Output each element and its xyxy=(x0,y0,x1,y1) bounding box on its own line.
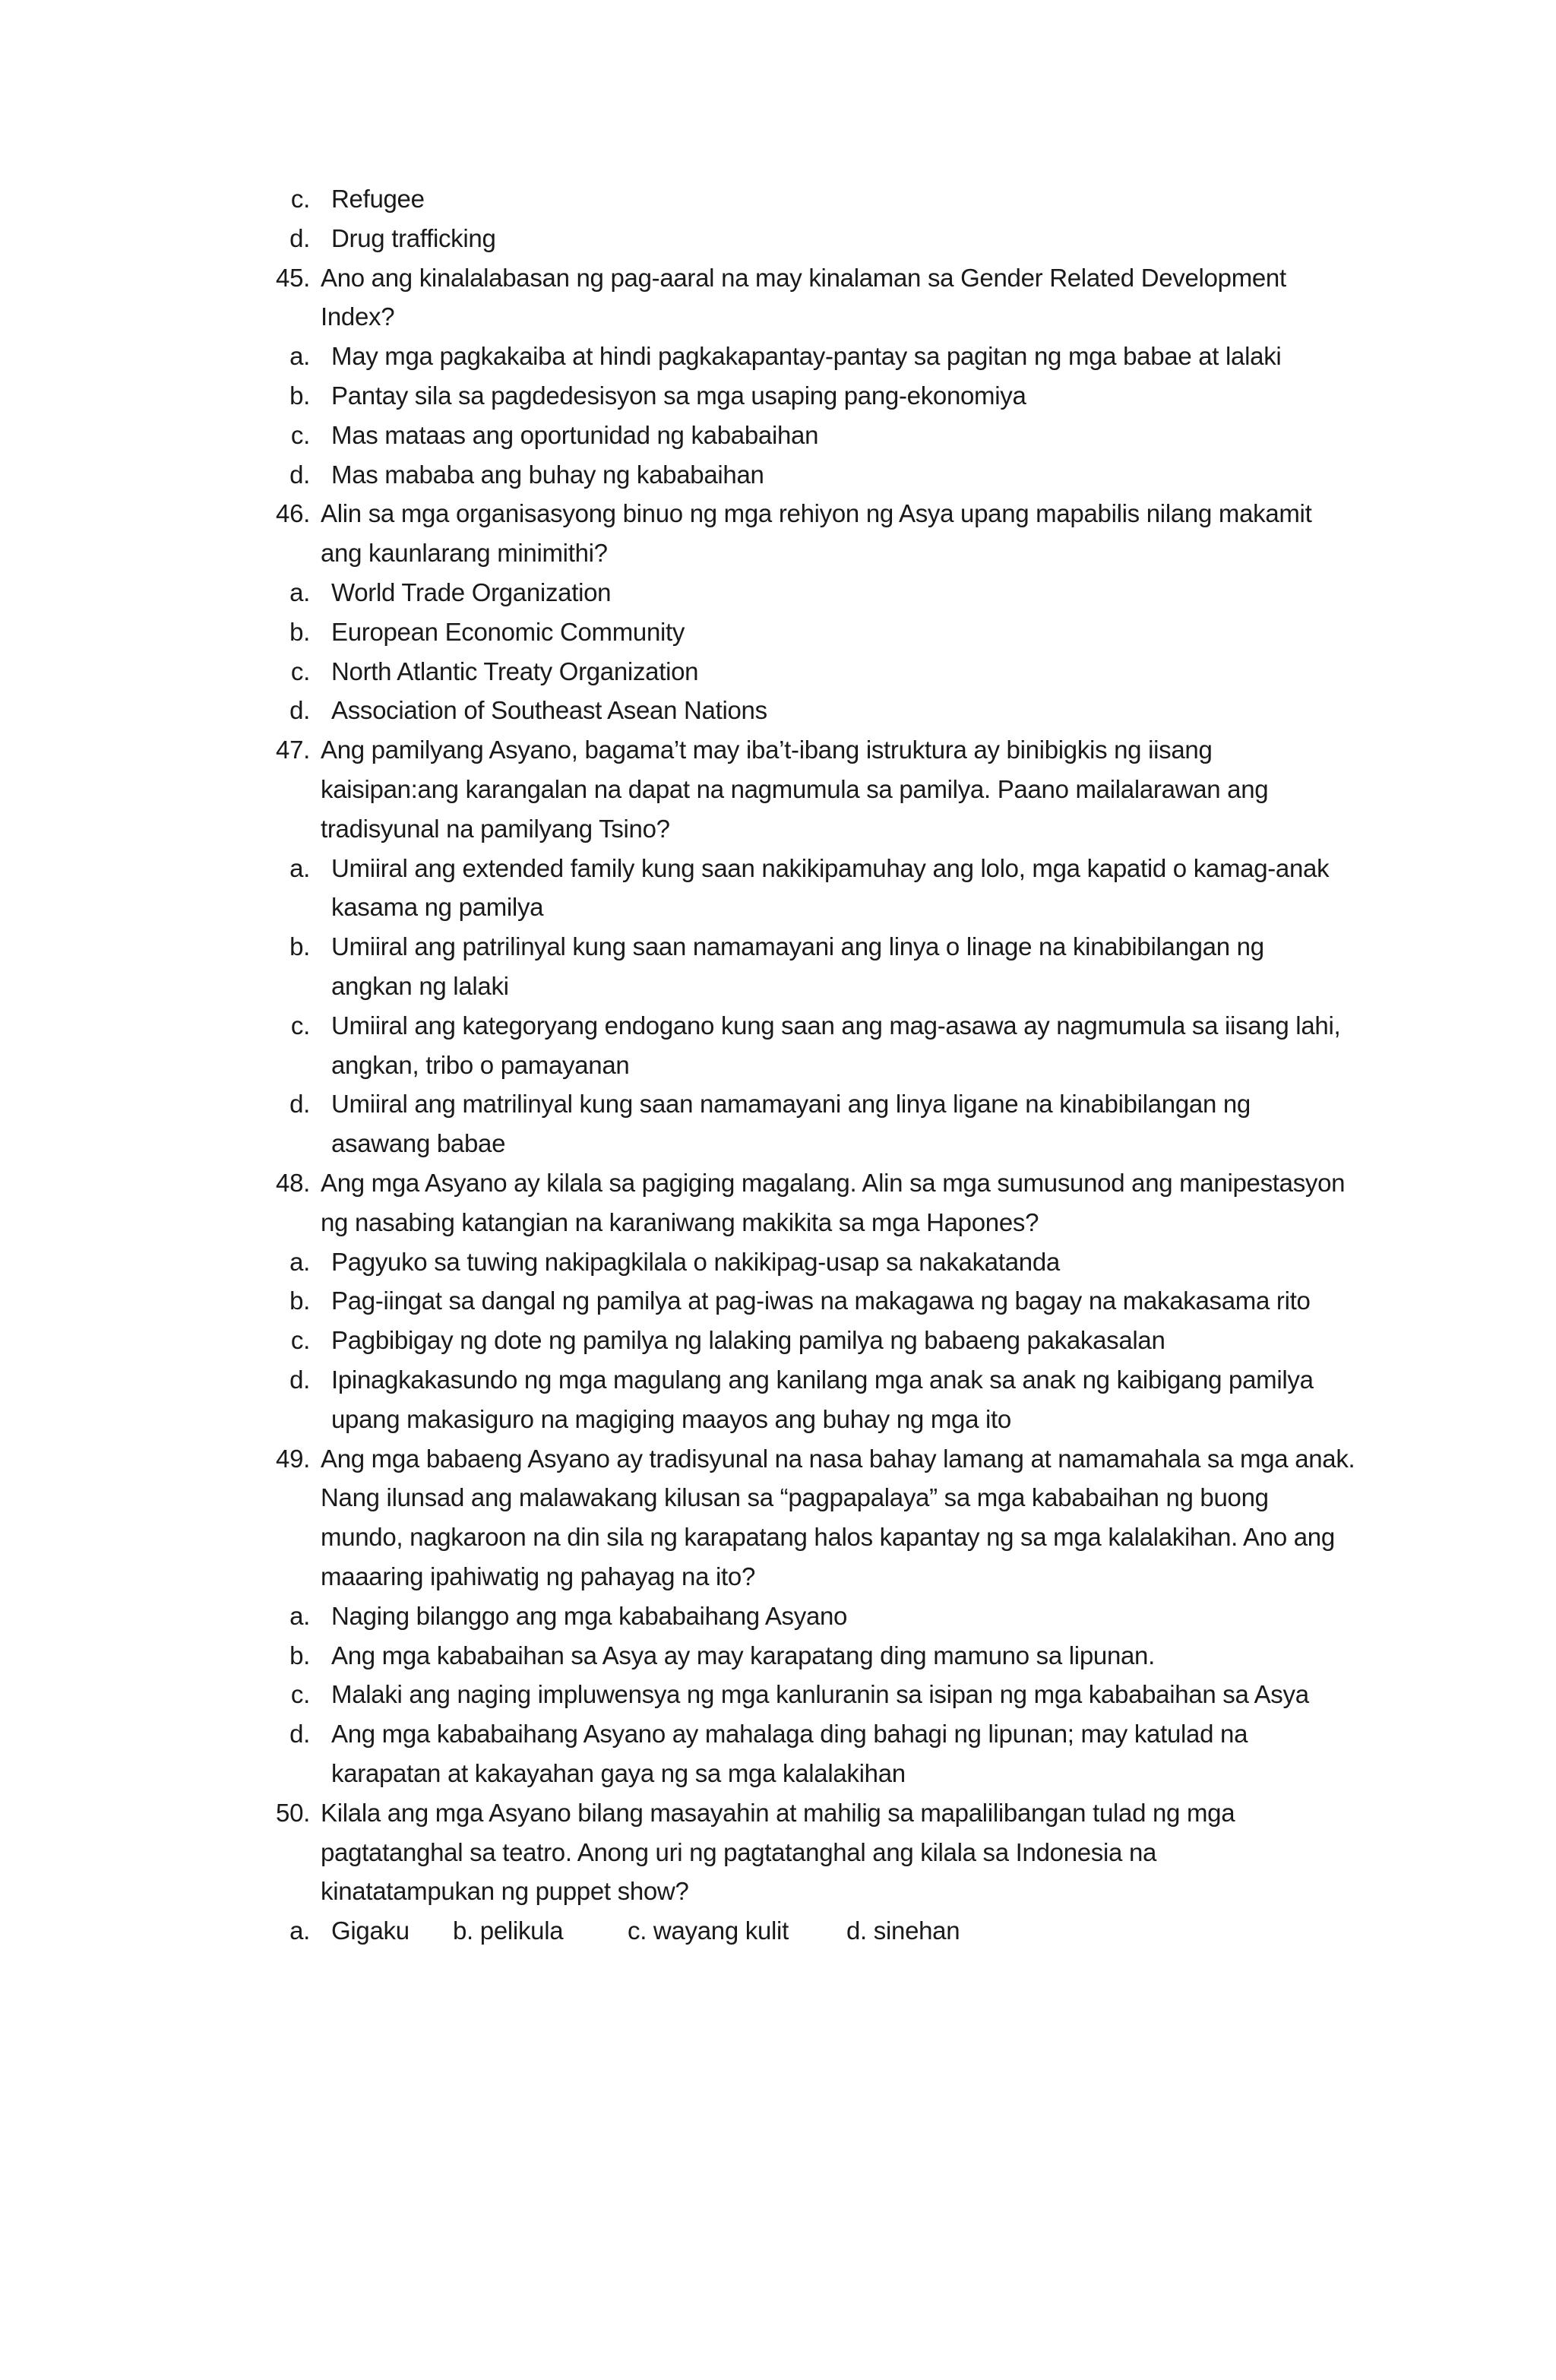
continuation-line xyxy=(0,297,1556,337)
continuation-line xyxy=(0,1478,1556,1518)
option-line xyxy=(0,652,1556,692)
continuation-line xyxy=(0,1400,1556,1439)
option-line xyxy=(0,1675,1556,1714)
option-line xyxy=(0,1242,1556,1282)
option-text: Malaki ang naging impluwensya ng mga kanluranin sa isipan ng mga kababaihan sa Asya xyxy=(331,1680,1309,1709)
continuation-line xyxy=(0,1833,1556,1872)
option-letter: c. xyxy=(290,185,310,213)
option-text: Drug trafficking xyxy=(331,223,496,252)
option-text: Mas mababa ang buhay ng kababaihan xyxy=(331,460,764,489)
question-line xyxy=(0,730,1556,770)
option-letter: c. xyxy=(290,1326,310,1355)
option-letter: a. xyxy=(289,1247,310,1276)
option-text: karapatan at kakayahan gaya ng sa mga kalalakihan xyxy=(331,1759,906,1787)
question-line xyxy=(0,494,1556,533)
option-line xyxy=(0,219,1556,258)
option-line xyxy=(0,416,1556,455)
option-letter: d. xyxy=(289,1366,310,1394)
option-letter: a. xyxy=(289,578,310,606)
question-text: Index? xyxy=(321,302,395,331)
option-line xyxy=(0,612,1556,652)
continuation-line xyxy=(0,1518,1556,1557)
option-letter: a. xyxy=(289,1916,310,1945)
option-text: Umiiral ang extended family kung saan nakikipamuhay ang lolo, mga kapatid o kamag-anak xyxy=(331,853,1330,882)
option-text: World Trade Organization xyxy=(331,578,612,606)
option-text: Refugee xyxy=(331,185,425,213)
option-text: angkan ng lalaki xyxy=(331,972,509,1000)
option-text: Naging bilanggo ang mga kababaihang Asyano xyxy=(331,1601,848,1630)
option-letter: a. xyxy=(289,342,310,371)
continuation-line xyxy=(0,1754,1556,1793)
option-line xyxy=(0,337,1556,376)
option-line xyxy=(0,849,1556,888)
option-line xyxy=(0,1281,1556,1321)
question-text: Kilala ang mga Asyano bilang masayahin at mahilig sa mapalilibangan tulad ng mga xyxy=(321,1798,1235,1827)
question-number: 48. xyxy=(276,1169,310,1197)
option-letter: d. xyxy=(289,223,310,252)
question-text: Alin sa mga organisasyong binuo ng mga rehiyon ng Asya upang mapabilis nilang makamit xyxy=(321,499,1312,528)
question-text: Nang ilunsad ang malawakang kilusan sa “pagpapalaya” sa mga kababaihan ng buong xyxy=(321,1483,1269,1512)
option-text: Ipinagkakasundo ng mga magulang ang kanilang mga anak sa anak ng kaibigang pamilya xyxy=(331,1366,1314,1394)
option-text: European Economic Community xyxy=(331,617,685,646)
continuation-line xyxy=(0,1872,1556,1911)
option-line xyxy=(0,1084,1556,1124)
option-text-a: Gigaku xyxy=(331,1916,410,1945)
question-text: Ang pamilyang Asyano, bagama’t may iba’t-ibang istruktura ay binibigkis ng iisang xyxy=(321,736,1213,764)
option-letter: c. xyxy=(290,657,310,685)
option-line xyxy=(0,1597,1556,1636)
question-text: ang kaunlarang minimithi? xyxy=(321,539,608,568)
question-text: tradisyunal na pamilyang Tsino? xyxy=(321,814,670,843)
option-letter: d. xyxy=(289,460,310,489)
option-text: Ang mga kababaihang Asyano ay mahalaga ding bahagi ng lipunan; may katulad na xyxy=(331,1720,1248,1749)
option-text-b: b. pelikula xyxy=(453,1916,564,1945)
option-letter: b. xyxy=(289,1287,310,1315)
option-text: Ang mga kababaihan sa Asya ay may karapatang ding mamuno sa lipunan. xyxy=(331,1641,1155,1669)
option-line xyxy=(0,1636,1556,1676)
question-text: mundo, nagkaroon na din sila ng karapatang halos kapantay ng sa mga kalalakihan. Ano ang xyxy=(321,1523,1335,1552)
question-line xyxy=(0,1439,1556,1479)
option-text: Umiiral ang kategoryang endogano kung saan ang mag-asawa ay nagmumula sa iisang lahi, xyxy=(331,1011,1341,1040)
question-number: 50. xyxy=(276,1798,310,1827)
option-text-c: c. wayang kulit xyxy=(628,1916,789,1945)
question-number: 45. xyxy=(276,263,310,292)
option-letter: a. xyxy=(289,1601,310,1630)
option-line xyxy=(0,1714,1556,1754)
option-text: Pantay sila sa pagdedesisyon sa mga usaping pang-ekonomiya xyxy=(331,381,1026,410)
option-line xyxy=(0,1360,1556,1400)
question-line xyxy=(0,1793,1556,1833)
option-text: Pagbibigay ng dote ng pamilya ng lalaking pamilya ng babaeng pakakasalan xyxy=(331,1326,1165,1355)
option-letter: b. xyxy=(289,381,310,410)
option-letter: a. xyxy=(289,853,310,882)
continuation-line xyxy=(0,967,1556,1006)
option-line xyxy=(0,1321,1556,1360)
question-text: kinatatampukan ng puppet show? xyxy=(321,1877,689,1906)
option-line xyxy=(0,691,1556,730)
option-line xyxy=(0,573,1556,612)
option-text: Umiiral ang matrilinyal kung saan namamayani ang linya ligane na kinabibilangan ng xyxy=(331,1090,1251,1119)
continuation-line xyxy=(0,809,1556,849)
option-line xyxy=(0,455,1556,495)
continuation-line xyxy=(0,1124,1556,1163)
question-text: maaaring ipahiwatig ng pahayag na ito? xyxy=(321,1562,756,1590)
option-text: asawang babae xyxy=(331,1129,506,1158)
question-text: Ano ang kinalalabasan ng pag-aaral na may kinalaman sa Gender Related Development xyxy=(321,263,1286,292)
option-text: Pagyuko sa tuwing nakipagkilala o nakikipag-usap sa nakakatanda xyxy=(331,1247,1060,1276)
option-line xyxy=(0,179,1556,219)
option-letter: c. xyxy=(290,1011,310,1040)
option-text: North Atlantic Treaty Organization xyxy=(331,657,699,685)
continuation-line xyxy=(0,1557,1556,1597)
question-text: Ang mga Asyano ay kilala sa pagiging magalang. Alin sa mga sumusunod ang manipestasyon xyxy=(321,1169,1346,1197)
question-number: 46. xyxy=(276,499,310,528)
option-text: May mga pagkakaiba at hindi pagkakapantay-pantay sa pagitan ng mga babae at lalaki xyxy=(331,342,1282,371)
question-number: 49. xyxy=(276,1444,310,1473)
continuation-line xyxy=(0,533,1556,573)
option-line xyxy=(0,927,1556,967)
option-text: Umiiral ang patrilinyal kung saan namamayani ang linya o linage na kinabibilangan ng xyxy=(331,932,1264,961)
question-text: Ang mga babaeng Asyano ay tradisyunal na nasa bahay lamang at namamahala sa mga anak. xyxy=(321,1444,1355,1473)
option-text-d: d. sinehan xyxy=(846,1916,960,1945)
option-letter: d. xyxy=(289,1090,310,1119)
option-text: Association of Southeast Asean Nations xyxy=(331,696,767,725)
option-letter: b. xyxy=(289,1641,310,1669)
question-text: kaisipan:ang karangalan na dapat na nagmumula sa pamilya. Paano mailalarawan ang xyxy=(321,775,1269,803)
option-letter: b. xyxy=(289,617,310,646)
option-letter: d. xyxy=(289,696,310,725)
option-text: upang makasiguro na magiging maayos ang buhay ng mga ito xyxy=(331,1404,1011,1433)
continuation-line xyxy=(0,1203,1556,1242)
option-line-inline xyxy=(0,1911,1556,1951)
option-letter: c. xyxy=(290,420,310,449)
question-text: ng nasabing katangian na karaniwang makikita sa mga Hapones? xyxy=(321,1207,1039,1236)
option-text: kasama ng pamilya xyxy=(331,893,544,922)
question-line xyxy=(0,1163,1556,1203)
option-letter: c. xyxy=(290,1680,310,1709)
continuation-line xyxy=(0,770,1556,809)
continuation-line xyxy=(0,1046,1556,1085)
continuation-line xyxy=(0,888,1556,927)
option-line xyxy=(0,1006,1556,1046)
question-number: 47. xyxy=(276,736,310,764)
question-line xyxy=(0,258,1556,298)
option-text: angkan, tribo o pamayanan xyxy=(331,1050,630,1079)
option-letter: d. xyxy=(289,1720,310,1749)
option-text: Pag-iingat sa dangal ng pamilya at pag-iwas na makagawa ng bagay na makakasama rito xyxy=(331,1287,1311,1315)
option-line xyxy=(0,376,1556,416)
question-text: pagtatanghal sa teatro. Anong uri ng pagtatanghal ang kilala sa Indonesia na xyxy=(321,1837,1157,1866)
option-letter: b. xyxy=(289,932,310,961)
option-text: Mas mataas ang oportunidad ng kababaihan xyxy=(331,420,819,449)
